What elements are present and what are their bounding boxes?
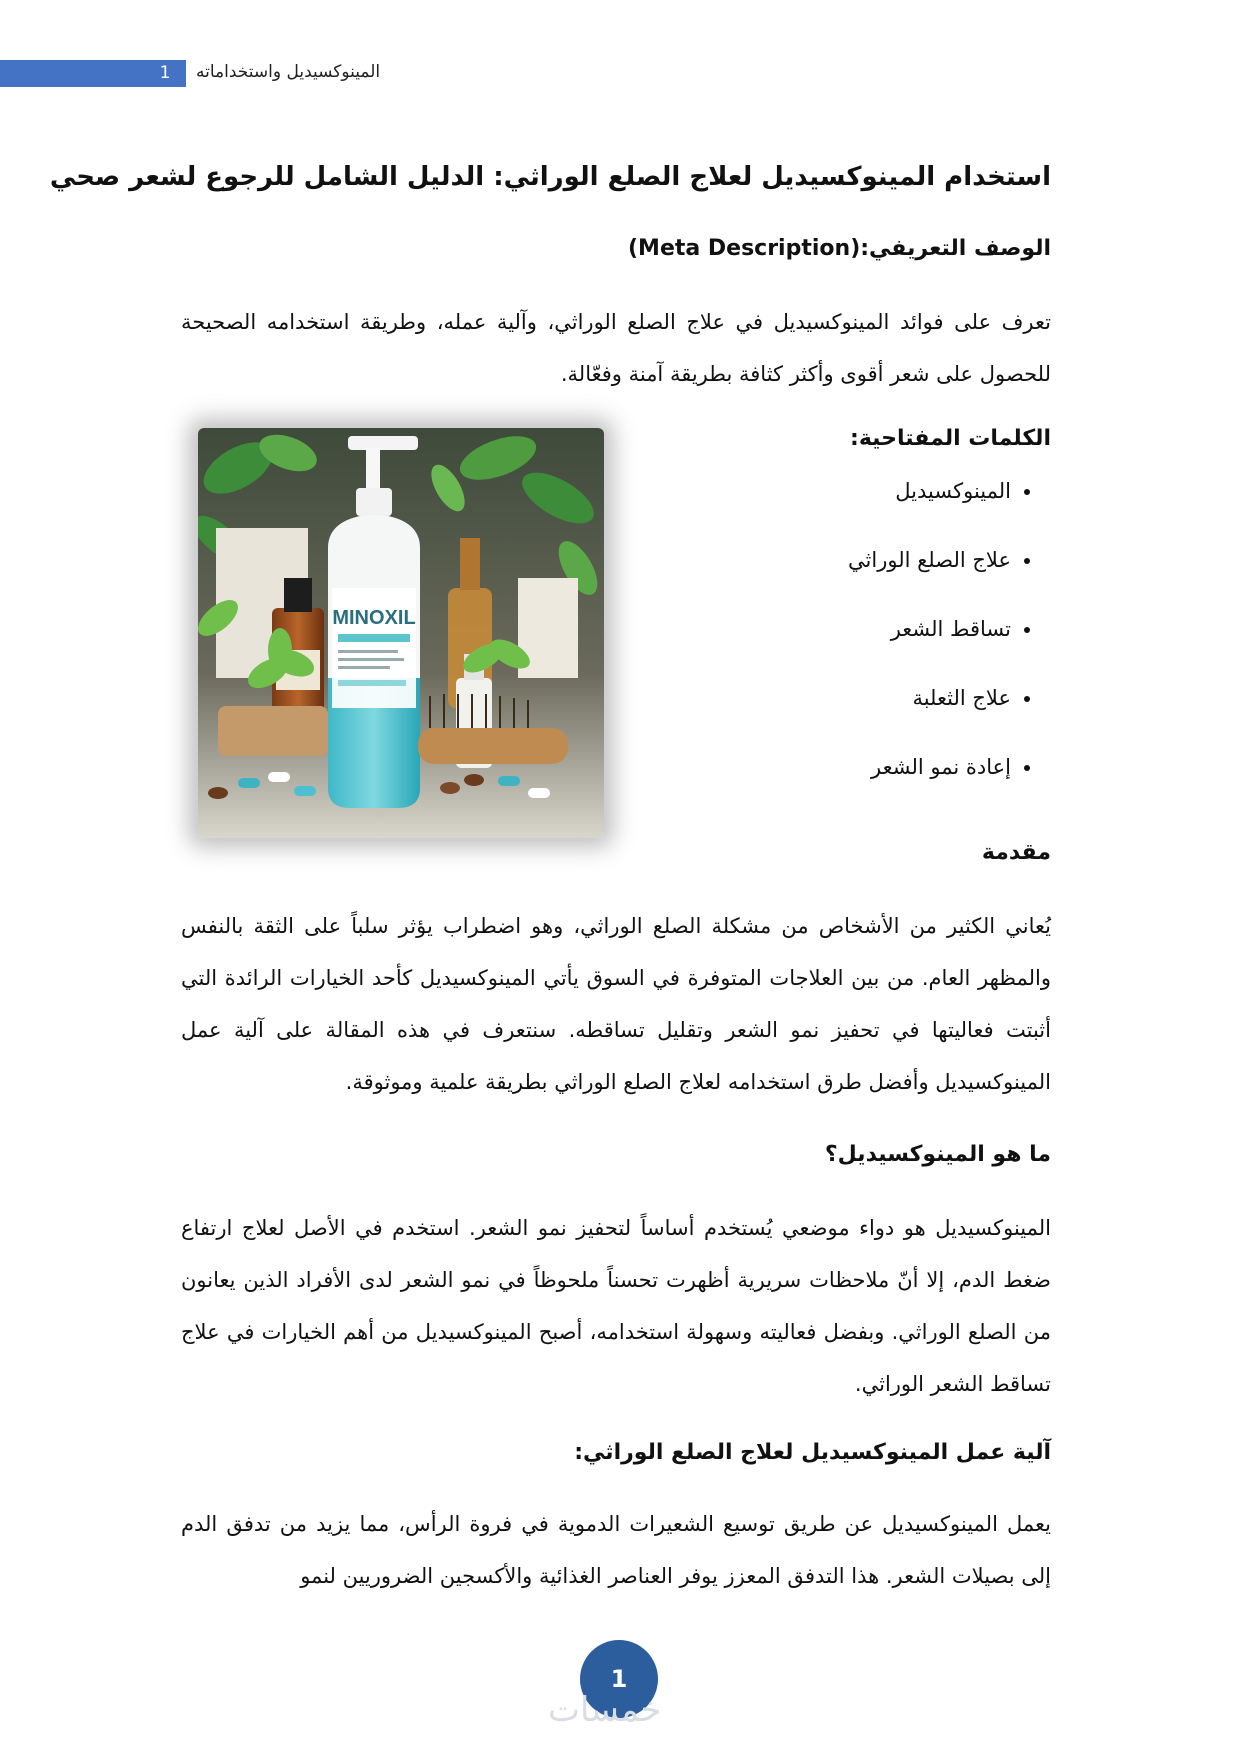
keyword-item: • تساقط الشعر	[751, 606, 1011, 675]
keywords-heading: الكلمات المفتاحية:	[850, 426, 1051, 451]
mechanism-heading: آلية عمل المينوكسيديل لعلاج الصلع الوراثي:	[574, 1440, 1051, 1465]
intro-heading: مقدمة	[981, 840, 1051, 865]
keyword-item: • المينوكسيديل	[751, 468, 1011, 537]
watermark-logo: خمسات	[548, 1690, 662, 1730]
product-photo-illustration	[198, 428, 604, 838]
footer-page-number: 1	[580, 1640, 658, 1718]
keyword-item: • علاج الثعلبة	[751, 675, 1011, 744]
what-is-text: المينوكسيديل هو دواء موضعي يُستخدم أساساً لتحفيز نمو الشعر. استخدم في الأصل لعلاج ارتفاع ضغط الدم، إلا أنّ ملاحظات سريرية أظهرت تحسناً ملحوظاً في نمو الشعر لدى الأفراد الذين يعانون من الصلع الوراثي. وبفضل فعاليته وسهولة استخدامه، أصبح المينوكسيديل من أهم الخيارات في علاج تساقط الشعر الوراثي.	[181, 1216, 1051, 1396]
meta-description-label: الوصف التعريفي:(Meta Description)	[627, 236, 1051, 261]
mechanism-text: يعمل المينوكسيديل عن طريق توسيع الشعيرات الدموية في فروة الرأس، مما يزيد من تدفق الدم إلى بصيلات الشعر. هذا التدفق المعزز يوفر العناصر الغذائية والأكسجين الضروريين لنمو	[181, 1512, 1051, 1588]
running-title: المينوكسيديل واستخداماته	[196, 62, 381, 82]
keywords-list	[751, 468, 1051, 813]
what-is-heading: ما هو المينوكسيديل؟	[824, 1142, 1051, 1167]
bottle-label: MINOXIL	[332, 607, 416, 629]
keyword-item: • علاج الصلع الوراثي	[751, 537, 1011, 606]
header-page-number: 1	[159, 63, 171, 83]
page-title: استخدام المينوكسيديل لعلاج الصلع الوراثي: الدليل الشامل للرجوع لشعر صحي	[49, 162, 1051, 192]
keyword-item: • إعادة نمو الشعر	[751, 744, 1011, 813]
intro-text: يُعاني الكثير من الأشخاص من مشكلة الصلع الوراثي، وهو اضطراب يؤثر سلباً على الثقة بالنفس والمظهر العام. من بين العلاجات المتوفرة في السوق يأتي المينوكسيديل كأحد الخيارات الرائدة التي أثبتت فعاليتها في تحفيز نمو الشعر وتقليل تساقطه. سنتعرف في هذه المقالة على آلية عمل المينوكسيديل وأفضل طرق استخدامه لعلاج الصلع الوراثي بطريقة علمية وموثوقة.	[181, 914, 1051, 1094]
meta-description-text: تعرف على فوائد المينوكسيديل في علاج الصلع الوراثي، وآلية عمله، وطريقة استخدامه الصحيحة للحصول على شعر أقوى وأكثر كثافة بطريقة آمنة وفعّالة.	[181, 310, 1051, 386]
product-photo	[198, 428, 604, 838]
